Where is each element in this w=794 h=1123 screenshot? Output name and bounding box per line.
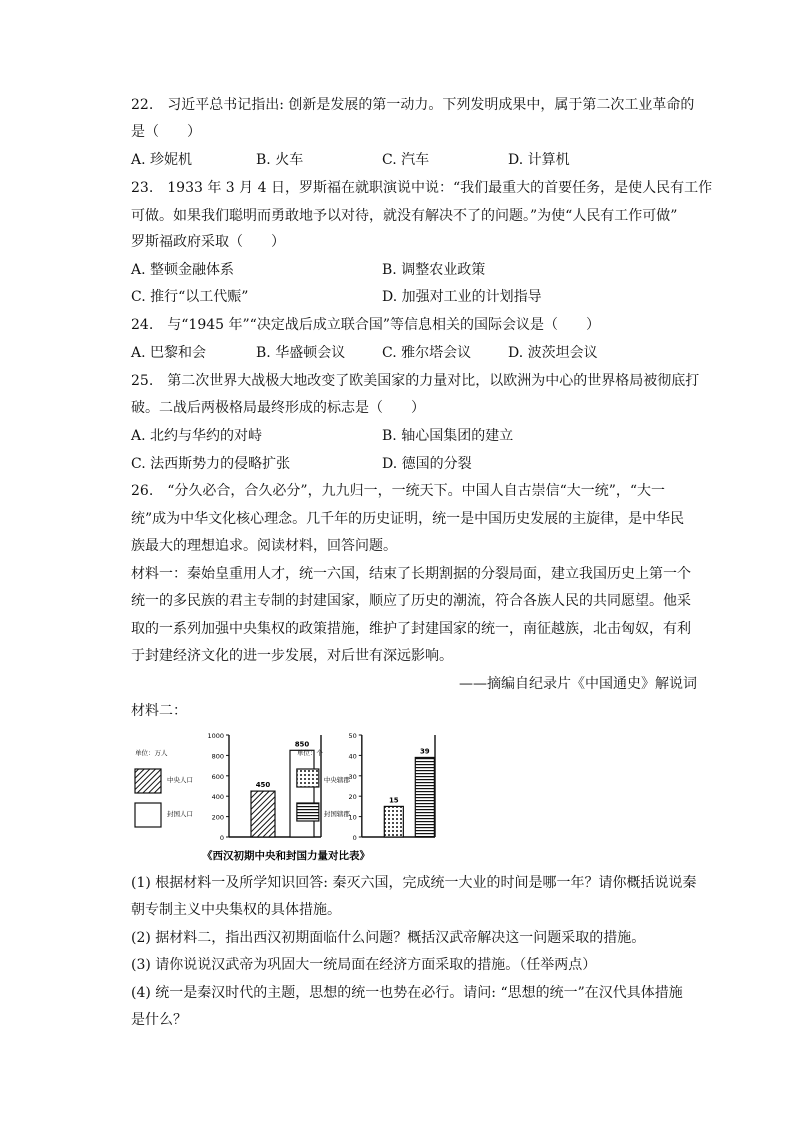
bar-value-label: 450	[255, 781, 271, 790]
q22-stem-line2: 是（ ）	[131, 124, 201, 140]
chart-commanderies	[294, 732, 435, 842]
bar	[290, 750, 314, 837]
q22-option-d: D. 计算机	[508, 152, 570, 168]
q26-question-4-line2: 是什么？	[131, 1012, 187, 1028]
chart-population	[135, 732, 321, 842]
chart-caption: 《西汉初期中央和封国力量对比表》	[202, 850, 370, 862]
q24-option-c: C. 雅尔塔会议	[382, 345, 472, 361]
q26-stem-line2: 统”成为中华文化核心理念。几千年的历史证明，统一是中国历史发展的主旋律，是中华民	[131, 511, 685, 527]
material2-chart	[131, 725, 441, 865]
q25-stem-line2: 破。二战后两极格局最终形成的标志是（ ）	[131, 400, 425, 416]
q23-stem-line2: 可做。如果我们聪明而勇敢地予以对待，就没有解决不了的问题。”为使“人民有工作可做”	[131, 208, 678, 224]
q24-stem-line1: 24. 与“1945 年”“决定战后成立联合国”等信息相关的国际会议是（ ）	[131, 317, 600, 333]
q22-option-a: A. 珍妮机	[131, 152, 193, 168]
y-tick-label: 600	[211, 772, 224, 781]
material2-label: 材料二：	[131, 703, 187, 719]
legend-label: 中央人口	[167, 776, 193, 784]
q25-option-b: B. 轴心国集团的建立	[382, 428, 514, 444]
q25-option-d: D. 德国的分裂	[382, 456, 472, 472]
q25-stem-line1: 25. 第二次世界大战极大地改变了欧美国家的力量对比，以欧洲为中心的世界格局被彻底打	[131, 373, 700, 389]
q23-option-c: C. 推行“以工代赈”	[131, 289, 249, 305]
q23-option-a: A. 整顿金融体系	[131, 262, 235, 278]
q23-stem-line3: 罗斯福政府采取（ ）	[131, 234, 285, 250]
q26-question-1-line1: (1) 根据材料一及所学知识回答: 秦灭六国，完成统一大业的时间是哪一年？请你概括说说秦	[131, 875, 697, 891]
legend-swatch	[297, 769, 319, 787]
legend-swatch	[297, 803, 319, 821]
y-tick-label: 50	[348, 732, 357, 740]
y-tick-label: 800	[211, 752, 224, 761]
y-tick-label: 0	[219, 834, 224, 842]
y-tick-label: 20	[348, 793, 357, 802]
q23-option-b: B. 调整农业政策	[382, 262, 486, 278]
material2-figure	[131, 725, 441, 865]
q24-option-a: A. 巴黎和会	[131, 345, 207, 361]
legend-swatch	[135, 769, 161, 793]
material1-line2: 统一的多民族的君主专制的封建国家，顺应了历史的潮流，符合各族人民的共同愿望。他采	[131, 593, 691, 609]
bar	[384, 806, 403, 837]
q25-option-c: C. 法西斯势力的侵略扩张	[131, 456, 291, 472]
y-tick-label: 40	[348, 752, 357, 761]
q22-option-c: C. 汽车	[382, 152, 430, 168]
y-tick-label: 10	[348, 813, 357, 822]
y-tick-label: 0	[352, 834, 357, 842]
q26-stem-line3: 族最大的理想追求。阅读材料，回答问题。	[131, 538, 397, 554]
bar	[415, 757, 434, 837]
legend-unit-label: 单位：万人	[135, 749, 168, 757]
q26-question-4-line1: (4) 统一是秦汉时代的主题，思想的统一也势在必行。请问: “思想的统一”在汉代具体措施	[131, 985, 683, 1001]
q24-option-b: B. 华盛顿会议	[256, 345, 346, 361]
q23-stem-line1: 23. 1933 年 3 月 4 日，罗斯福在就职演说中说：“我们最重大的首要任务，是使人民有工作	[131, 180, 713, 196]
q25-option-a: A. 北约与华约的对峙	[131, 428, 263, 444]
q22-stem-line1: 22. 习近平总书记指出: 创新是发展的第一动力。下列发明成果中，属于第二次工业革命的	[131, 97, 695, 113]
legend-unit-label: 单位：个	[296, 749, 323, 757]
y-tick-label: 200	[211, 813, 224, 822]
legend-label: 封国人口	[167, 810, 193, 818]
material1-source: ——摘编自纪录片《中国通史》解说词	[459, 676, 697, 692]
legend-label: 中央辖郡	[323, 776, 350, 784]
bar-value-label: 39	[419, 747, 430, 756]
material1-line4: 于封建经济文化的进一步发展，对后世有深远影响。	[131, 648, 453, 664]
q26-question-3: (3) 请你说说汉武帝为巩固大一统局面在经济方面采取的措施。（任举两点）	[131, 957, 597, 973]
material1-line3: 取的一系列加强中央集权的政策措施，维护了封建国家的统一，南征越族，北击匈奴，有利	[131, 621, 691, 637]
legend-swatch	[135, 803, 161, 827]
q24-option-d: D. 波茨坦会议	[508, 345, 598, 361]
q26-stem-line1: 26. “分久必合，合久必分”，九九归一，一统天下。中国人自古崇信“大一统”，“大一	[131, 483, 666, 499]
q26-question-1-line2: 朝专制主义中央集权的具体措施。	[131, 902, 341, 918]
bar-value-label: 850	[294, 740, 310, 749]
q22-option-b: B. 火车	[256, 152, 304, 168]
bar	[251, 791, 275, 837]
q23-option-d: D. 加强对工业的计划指导	[382, 289, 542, 305]
y-tick-label: 1000	[207, 732, 224, 740]
bar-value-label: 15	[388, 796, 399, 805]
legend-label: 封国辖郡	[323, 810, 350, 818]
y-tick-label: 30	[348, 772, 357, 781]
q26-question-2: (2) 据材料二，指出西汉初期面临什么问题？概括汉武帝解决这一问题采取的措施。	[131, 930, 646, 946]
material1-line1: 材料一：秦始皇重用人才，统一六国，结束了长期割据的分裂局面，建立我国历史上第一个	[131, 566, 691, 582]
y-tick-label: 400	[211, 793, 224, 802]
